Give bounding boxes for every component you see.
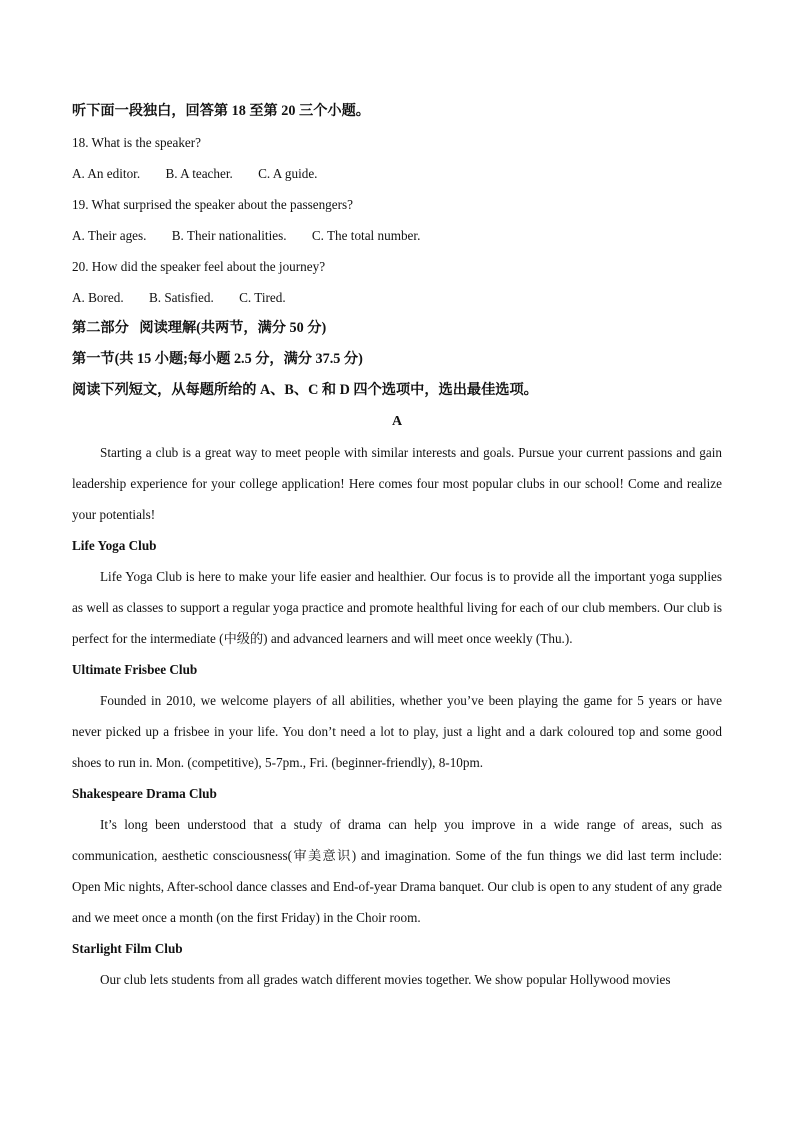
part-title: 第二部分 阅读理解(共两节，满分 50 分) [72, 320, 327, 336]
option-a: A. Bored. [72, 290, 124, 305]
question-19-stem: 19. What surprised the speaker about the passengers? [72, 197, 354, 212]
club-text-film: Our club lets students from all grades watch different movies together. We show popular Hollywood movies [100, 972, 671, 987]
question-18-stem: 18. What is the speaker? [72, 135, 202, 150]
club-heading-frisbee: Ultimate Frisbee Club [72, 662, 198, 677]
reading-instruction: 阅读下列短文，从每题所给的 A、B、C 和 D 四个选项中，选出最佳选项。 [72, 382, 538, 398]
club-heading-yoga: Life Yoga Club [72, 538, 157, 553]
question-19-options [72, 220, 722, 251]
option-b: B. Satisfied. [148, 290, 214, 305]
club-heading-drama: Shakespeare Drama Club [72, 786, 217, 801]
section-title: 第一节(共 15 小题;每小题 2.5 分，满分 37.5 分) [72, 351, 363, 367]
listening-instruction: 听下面一段独白，回答第 18 至第 20 三个小题。 [72, 103, 370, 119]
option-a: A. An editor. [72, 166, 141, 181]
option-c: C. A guide. [258, 166, 318, 181]
club-text-frisbee: Founded in 2010, we welcome players of all abilities, whether you’ve been playing the game for 5 years or have never picked up a frisbee in your life. You don’t need a lot to play, just a light and a dark coloured top and some good shoes to run in. Mon. (competitive), 5-7pm., Fri. (beginner-friendly), 8-10pm. [72, 693, 722, 770]
club-text-yoga: Life Yoga Club is here to make your life easier and healthier. Our focus is to provide all the important yoga supplies as well as classes to support a regular yoga practice and promote healthful living for each of our club members. Our club is perfect for the intermediate (中级的) and advanced learners and will meet once weekly (Thu.). [72, 569, 722, 646]
passage-intro: Starting a club is a great way to meet people with similar interests and goals. Pursue your current passions and gain leadership experience for your college application! Here comes four most popular clubs in our school! Come and realize your potentials! [72, 445, 722, 522]
option-b: B. A teacher. [165, 166, 233, 181]
club-text-drama: It’s long been understood that a study of drama can help you improve in a wide range of areas, such as communication, aesthetic consciousness(审美意识) and imagination. Some of the fun things we did last term include: Open Mic nights, After-school dance classes and End-of-year Drama banquet. Our club is open to any student of any grade and we meet once a month (on the first Friday) in the Choir room. [72, 817, 722, 925]
option-c: C. The total number. [311, 228, 421, 243]
question-20-stem: 20. How did the speaker feel about the journey? [72, 259, 326, 274]
question-18-options [72, 158, 722, 189]
exam-page [72, 96, 722, 995]
option-b: B. Their nationalities. [171, 228, 287, 243]
option-c: C. Tired. [239, 290, 286, 305]
club-heading-film: Starlight Film Club [72, 941, 183, 956]
passage-label: A [391, 414, 403, 429]
option-a: A. Their ages. [72, 228, 147, 243]
question-20-options [72, 282, 722, 313]
